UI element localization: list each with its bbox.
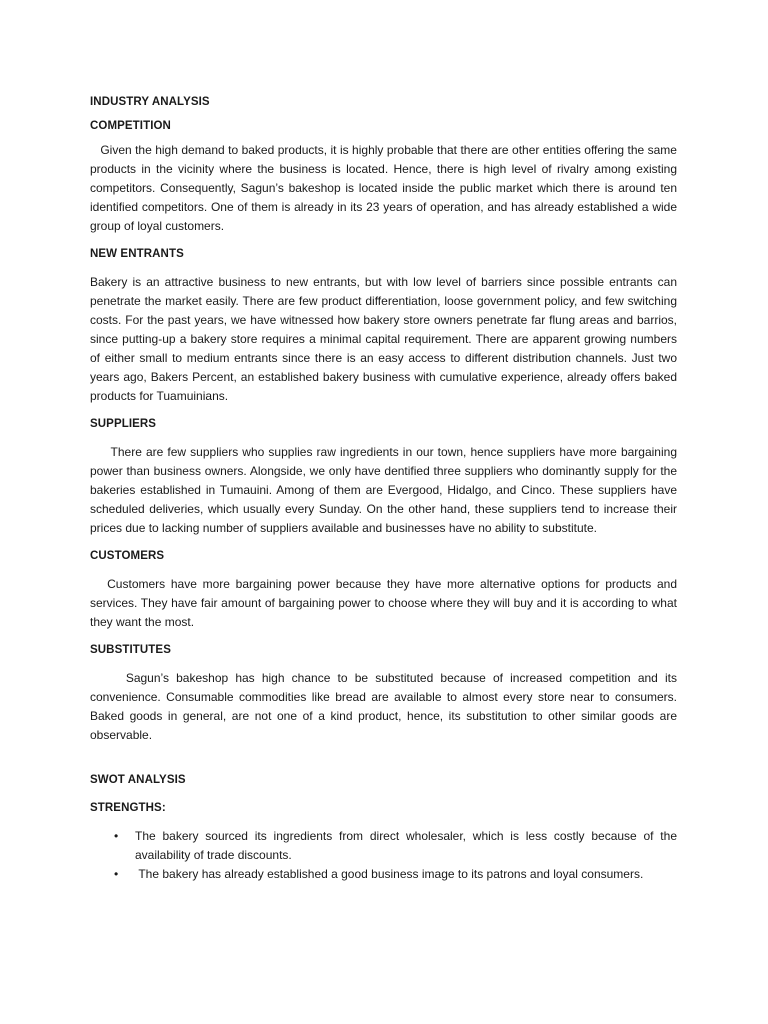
list-item [90,865,677,884]
list-item-text: The bakery has already established a good business image to its patrons and loyal consumers. [135,867,644,881]
new-entrants-heading: NEW ENTRANTS [90,248,184,260]
strengths-list [90,827,677,884]
substitutes-paragraph: Sagun’s bakeshop has high chance to be substituted because of increased competition and its convenience. Consumable commodities like bread are available to almost every store near to consumers. Baked goods in general, are not one of a kind product, hence, its substitution to other similar goods are observable. [90,671,681,742]
new-entrants-paragraph: Bakery is an attractive business to new entrants, but with low level of barriers since possible entrants can penetrate the market easily. There are few product differentiation, loose government policy, and few switching costs. For the past years, we have witnessed how bakery store owners penetrate far flung areas and barrios, since putting-up a bakery store requires a minimal capital requirement. There are apparent growing numbers of either small to medium entrants since there is an easy access to different distribution channels. Just two years ago, Bakers Percent, an established bakery business with cumulative experience, already offers baked products for Tuamuinians. [90,275,677,403]
swot-title: SWOT ANALYSIS [90,774,186,786]
bullet-icon: • [114,867,119,881]
customers-heading: CUSTOMERS [90,550,165,562]
page-title: INDUSTRY ANALYSIS [90,96,210,108]
suppliers-paragraph: There are few suppliers who supplies raw ingredients in our town, hence suppliers have more bargaining power than business owners. Alongside, we only have dentified three suppliers who dominantly supply for the bakeries established in Tumauini. Among of them are Evergood, Hidalgo, and Cinco. These suppliers have scheduled deliveries, which usually every Sunday. On the other hand, these suppliers tend to increase their prices due to lacking number of suppliers available and businesses have no ability to substitute. [90,445,681,535]
bullet-icon: • [114,829,119,843]
competition-heading: COMPETITION [90,120,171,132]
customers-paragraph: Customers have more bargaining power because they have more alternative options for products and services. They have fair amount of bargaining power to choose where they will buy and it is according to what they want the most. [90,577,681,629]
list-item-text: The bakery sourced its ingredients from direct wholesaler, which is less costly because of the availability of trade discounts. [135,829,677,862]
list-item [90,827,677,865]
substitutes-heading: SUBSTITUTES [90,644,171,656]
strengths-heading: STRENGTHS: [90,802,166,814]
document-page [90,93,681,884]
competition-paragraph: Given the high demand to baked products, it is highly probable that there are other entities offering the same products in the vicinity where the business is located. Hence, there is high level of rivalry among existing competitors. Consequently, Sagun’s bakeshop is located inside the public market which there is around ten identified competitors. One of them is already in its 23 years of operation, and has already established a wide group of loyal customers. [90,143,681,233]
suppliers-heading: SUPPLIERS [90,418,157,430]
